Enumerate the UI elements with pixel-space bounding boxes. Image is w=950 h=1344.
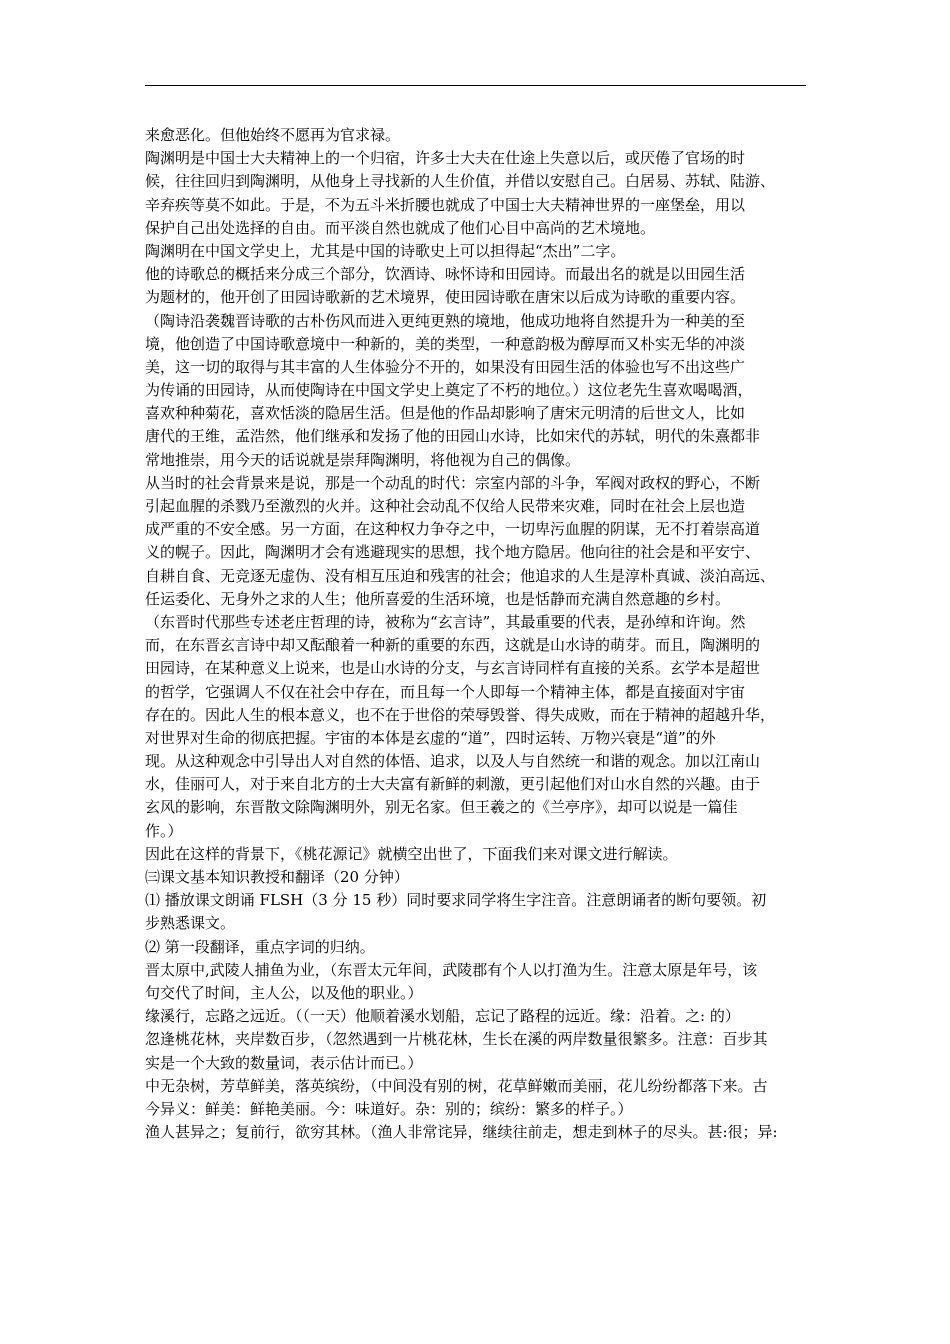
text-line: 成严重的不安全感。另一方面，在这种权力争夺之中，一切卑污血腥的阴谋，无不打着崇高道: [145, 520, 761, 539]
text-line: 任运委化、无身外之求的人生；他所喜爱的生活环境，也是恬静而充满自然意趣的乡村。: [145, 589, 731, 608]
text-line: 陶渊明是中国士大夫精神上的一个归宿，许多士大夫在仕途上失意以后，或厌倦了官场的时: [145, 149, 746, 168]
header-rule: [145, 85, 806, 86]
text-line: （东晋时代那些专述老庄哲理的诗，被称为“玄言诗”，其最重要的代表，是孙绰和许询。然: [145, 612, 746, 631]
text-line: 步熟悉课文。: [145, 914, 236, 933]
text-line: 保护自己出处选择的自由。而平淡自然也就成了他们心目中高尚的艺术境地。: [145, 218, 656, 237]
text-line: 唐代的王维，孟浩然，他们继承和发扬了他的田园山水诗，比如宋代的苏轼，明代的朱熹都非: [145, 427, 761, 446]
text-line: 从当时的社会背景来是说，那是一个动乱的时代：宗室内部的斗争，军阀对政权的野心，不断: [145, 473, 761, 492]
text-line: 中无杂树，芳草鲜美，落英缤纷，（中间没有别的树，花草鲜嫩而美丽，花儿纷纷都落下来。古: [145, 1076, 768, 1095]
text-line: 缘溪行，忘路之远近。（（一天）他顺着溪水划船，忘记了路程的远近。缘：沿着。之: 的）: [145, 1007, 740, 1026]
text-line: 辛弃疾等莫不如此。于是，不为五斗米折腰也就成了中国士大夫精神世界的一座堡垒，用以: [145, 195, 746, 214]
text-line: （陶诗沿袭魏晋诗歌的古朴伤风而进入更纯更熟的境地，他成功地将自然提升为一种美的至: [145, 311, 746, 330]
text-line: 句交代了时间，主人公，以及他的职业。）: [145, 983, 423, 1002]
text-line: 义的幌子。因此，陶渊明才会有逃避现实的思想，找个地方隐居。他向往的社会是和平安宁、: [145, 543, 761, 562]
text-line: 玄风的影响，东晋散文除陶渊明外，别无名家。但王羲之的《兰亭序》，却可以说是一篇佳: [145, 798, 738, 817]
text-line: 对世界对生命的彻底把握。宇宙的本体是玄虚的“道”，四时运转、万物兴衰是“道”的外: [145, 728, 716, 747]
text-line: 来愈恶化。但他始终不愿再为官求禄。: [145, 126, 401, 144]
text-line: 喜欢种种菊花，喜欢恬淡的隐居生活。但是他的作品却影响了唐宋元明清的后世文人，比如: [145, 404, 746, 423]
text-line: 存在的。因此人生的根本意义，也不在于世俗的荣辱毁誉、得失成败，而在于精神的超越升华，: [145, 705, 776, 724]
text-line: 美，这一切的取得与其丰富的人生体验分不开的，如果没有田园生活的体验也写不出这些广: [145, 357, 746, 376]
text-line: 候，往往回归到陶渊明，从他身上寻找新的人生价值，并借以安慰自己。白居易、苏轼、陆游、: [145, 172, 776, 191]
text-line: 的哲学，它强调人不仅在社会中存在，而且每一个人即每一个精神主体，都是直接面对宇宙: [145, 682, 746, 701]
text-line: ⑵ 第一段翻译，重点字词的归纳。: [145, 937, 375, 956]
body-text: [145, 124, 809, 1144]
text-line: 陶渊明在中国文学史上，尤其是中国的诗歌史上可以担得起“杰出”二字。: [145, 241, 626, 260]
text-line: 今异义：鲜美：鲜艳美丽。今：味道好。杂：别的；缤纷：繁多的样子。）: [145, 1099, 633, 1118]
text-line: 因此在这样的背景下，《桃花源记》就横空出世了，下面我们来对课文进行解读。: [145, 844, 678, 863]
text-line: 他的诗歌总的概括来分成三个部分，饮酒诗、咏怀诗和田园诗。而最出名的就是以田园生活: [145, 265, 746, 284]
text-line: 晋太原中,武陵人捕鱼为业，（东晋太元年间，武陵郡有个人以打渔为生。注意太原是年号，该: [145, 960, 758, 979]
text-line: 为传诵的田园诗，从而使陶诗在中国文学史上奠定了不朽的地位。）这位老先生喜欢喝喝酒，: [145, 381, 753, 400]
text-line: ㈢课文基本知识教授和翻译（20 分钟）: [145, 868, 409, 886]
text-line: ⑴ 播放课文朗诵 FLSH（3 分 15 秒）同时要求同学将生字注音。注意朗诵者的断句要领。初: [145, 891, 767, 910]
text-line: 为题材的，他开创了田园诗歌新的艺术境界，使田园诗歌在唐宋以后成为诗歌的重要内容。: [145, 288, 746, 307]
text-line: 作。）: [145, 821, 183, 840]
text-line: 渔人甚异之；复前行，欲穷其林。（渔人非常诧异，继续往前走，想走到林子的尽头。甚:很；异:: [145, 1123, 778, 1142]
text-line: 现。从这种观念中引导出人对自然的体悟、追求，以及人与自然统一和谐的观念。加以江南山: [145, 752, 761, 771]
text-line: 而，在东晋玄言诗中却又酝酿着一种新的重要的东西，这就是山水诗的萌芽。而且，陶渊明的: [145, 636, 761, 655]
text-line: 水，佳丽可人，对于来自北方的士大夫富有新鲜的刺激，更引起他们对山水自然的兴趣。由于: [145, 775, 761, 794]
text-line: 自耕自食、无竞逐无虚伪、没有相互压迫和残害的社会；他追求的人生是淳朴真诚、淡泊高远、: [145, 566, 776, 585]
text-line: 引起血腥的杀戮乃至激烈的火并。这种社会动乱不仅给人民带来灾难，同时在社会上层也造: [145, 497, 746, 515]
text-line: 常地推崇，用今天的话说就是崇拜陶渊明，将他视为自己的偶像。: [145, 450, 581, 469]
text-line: 田园诗，在某种意义上说来，也是山水诗的分支，与玄言诗同样有直接的关系。玄学本是超世: [145, 659, 761, 678]
text-line: 忽逢桃花林，夹岸数百步，（忽然遇到一片桃花林，生长在溪的两岸数量很繁多。注意：百步其: [145, 1030, 768, 1049]
text-line: 实是一个大致的数量词，表示估计而已。）: [145, 1053, 423, 1072]
text-line: 境，他创造了中国诗歌意境中一种新的，美的类型，一种意韵极为醇厚而又朴实无华的冲淡: [145, 334, 746, 353]
